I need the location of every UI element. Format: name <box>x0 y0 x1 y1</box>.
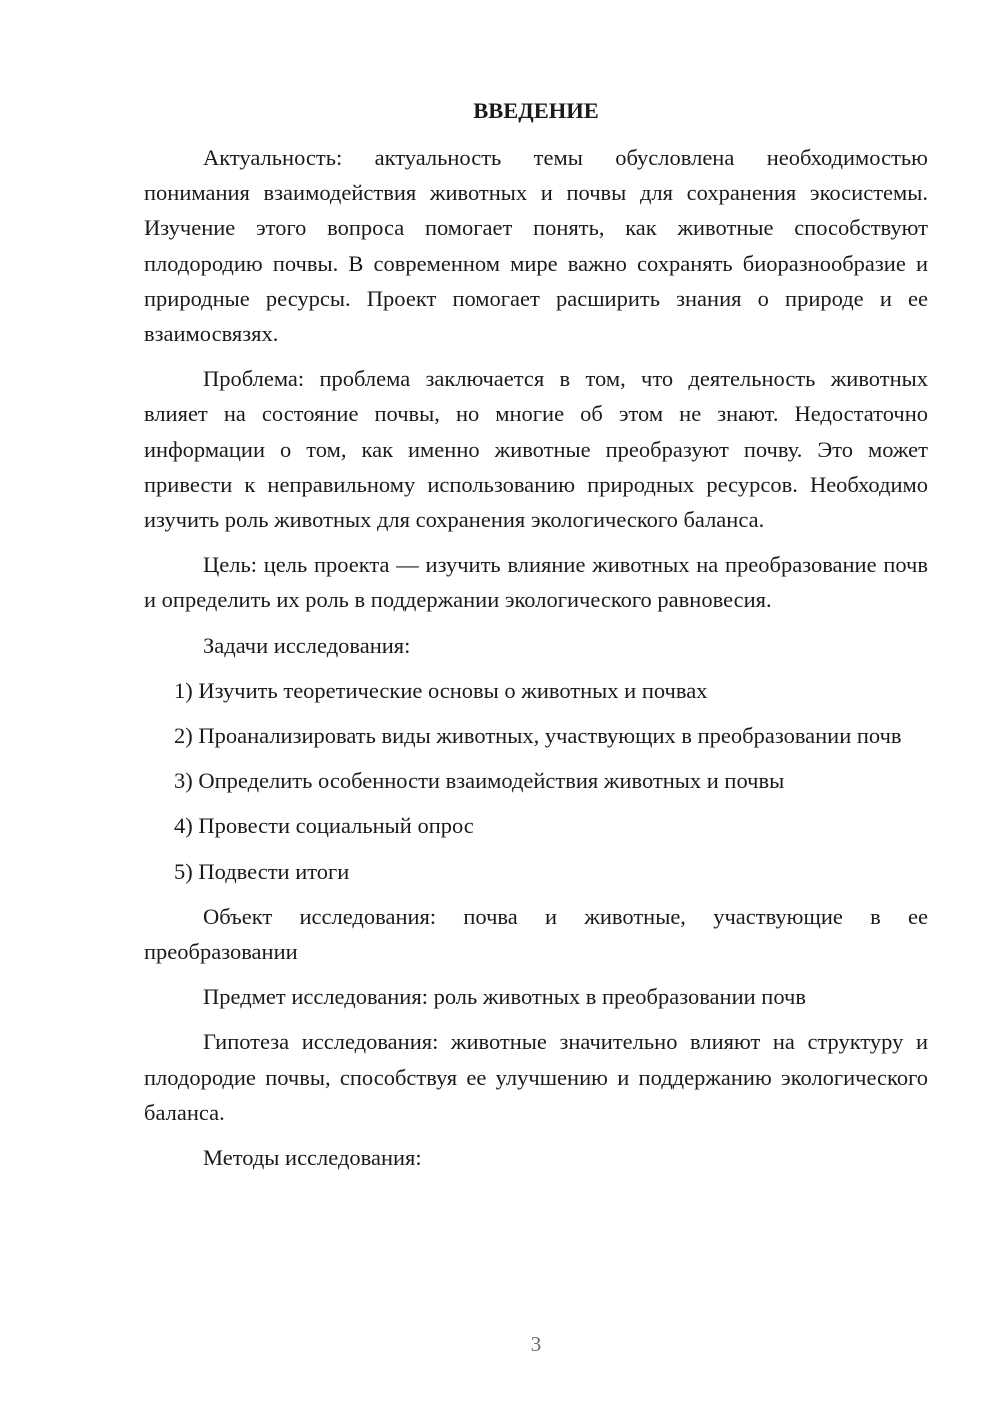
tasks-heading: Задачи исследования: <box>203 632 411 658</box>
problem-paragraph: Проблема: проблема заключается в том, что деятельность животных влияет на состояние почвы, но многие об этом не знают. Недостаточно информации о том, как именно животные преобразуют почву. Это может привести к неправильному использованию природных ресурсов. Необходимо изучить роль животных для сохранения экологического баланса. <box>144 366 928 533</box>
task-item-1: 1) Изучить теоретические основы о животных и почвах <box>174 677 708 703</box>
task-item-5: 5) Подвести итоги <box>174 858 350 884</box>
task-item-4: 4) Провести социальный опрос <box>174 813 474 839</box>
object-paragraph: Объект исследования: почва и животные, участвующие в ее преобразовании <box>144 903 928 965</box>
task-item-2: 2) Проанализировать виды животных, участвующих в преобразовании почв <box>174 723 902 749</box>
document-page <box>144 94 928 1185</box>
page-number: 3 <box>530 1332 542 1356</box>
methods-heading: Методы исследования: <box>203 1145 422 1171</box>
section-title: ВВЕДЕНИЕ <box>473 98 599 123</box>
subject-paragraph: Предмет исследования: роль животных в преобразовании почв <box>203 984 806 1010</box>
goal-paragraph: Цель: цель проекта — изучить влияние животных на преобразование почв и определить их роль в поддержании экологического равновесия. <box>144 552 928 613</box>
relevance-paragraph: Актуальность: актуальность темы обусловлена необходимостью понимания взаимодействия животных и почвы для сохранения экосистемы. Изучение этого вопроса помогает понять, как животные способствуют плодородию почвы. В современном мире важно сохранять биоразнообразие и природные ресурсы. Проект помогает расширить знания о природе и ее взаимосвязях. <box>144 145 928 347</box>
task-item-3: 3) Определить особенности взаимодействия животных и почвы <box>174 768 785 794</box>
hypothesis-paragraph: Гипотеза исследования: животные значительно влияют на структуру и плодородие почвы, способствуя ее улучшению и поддержанию экологического баланса. <box>144 1029 928 1125</box>
